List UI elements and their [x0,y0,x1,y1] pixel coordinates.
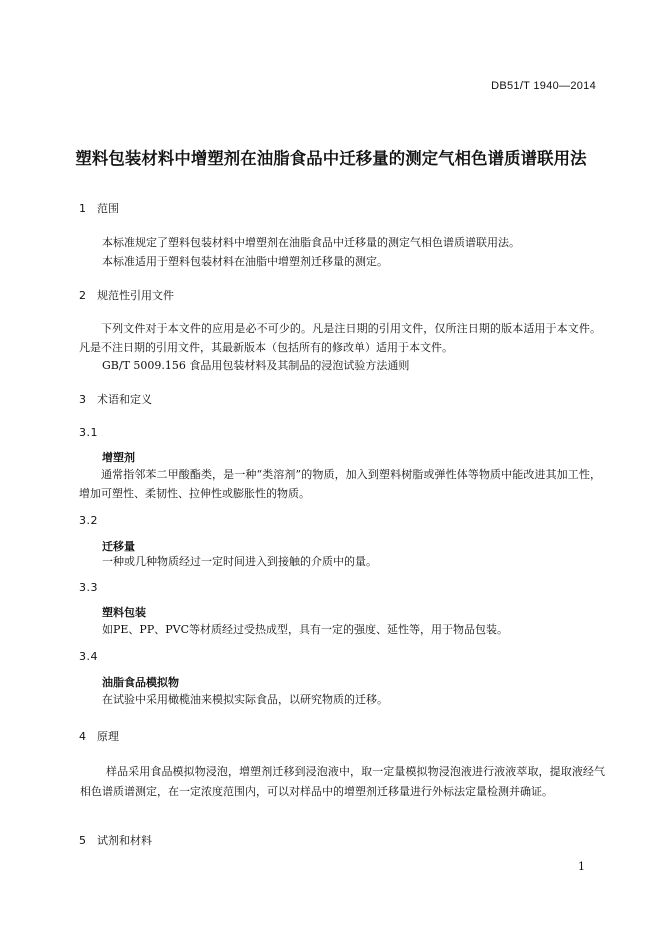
scope-line-2: 本标准适用于塑料包装材料在油脂中增塑剂迁移量的测定。 [102,255,388,268]
section-title: 术语和定义 [97,393,152,406]
section-number: 2 [79,289,86,302]
section-number: 5 [79,834,86,847]
section-number: 4 [79,730,86,743]
term-name: 增塑剂 [102,451,135,464]
scope-line-1: 本标准规定了塑料包装材料中增塑剂在油脂食品中迁移量的测定气相色谱质谱联用法。 [102,236,520,249]
term-number: 3.1 [79,426,98,439]
term-number: 3.3 [79,581,98,594]
section-title: 范围 [97,202,119,215]
term-definition: 一种或几种物质经过一定时间进入到接触的介质中的量。 [102,555,377,568]
term-name: 油脂食品模拟物 [102,676,179,689]
document-title: 塑料包装材料中增塑剂在油脂食品中迁移量的测定气相色谱质谱联用法 [75,149,587,168]
page-number: 1 [578,860,585,873]
section-5-heading [79,832,152,848]
standard-code: DB51/T 1940—2014 [491,80,596,92]
section-title: 原理 [97,730,119,743]
term-name: 塑料包装 [102,606,146,619]
section-title: 试剂和材料 [97,834,152,847]
principle-paragraph: 样品采用食品模拟物浸泡，增塑剂迁移到浸泡液中，取一定量模拟物浸泡液进行液液萃取，提取液经气相色谱质谱测定，在一定浓度范围内，可以对样品中的增塑剂迁移量进行外标法定量检测并确证。 [80,765,605,798]
section-title: 规范性引用文件 [97,289,174,302]
section-3-heading [79,391,152,407]
section-4-heading [79,728,119,744]
term-number: 3.4 [79,650,98,663]
normative-references-paragraph: 下列文件对于本文件的应用是必不可少的。凡是注日期的引用文件，仅所注日期的版本适用于本文件。凡是不注日期的引用文件，其最新版本（包括所有的修改单）适用于本文件。 [79,322,601,354]
term-definition: 通常指邻苯二甲酸酯类，是一种“类溶剂”的物质，加入到塑料树脂或弹性体等物质中能改进其加工性，增加可塑性、柔韧性、拉伸性或膨胀性的物质。 [79,468,601,500]
term-definition: 如PE、PP、PVC等材质经过受热成型，具有一定的强度、延性等，用于物品包装。 [102,623,508,636]
term-name: 迁移量 [102,540,135,553]
section-number: 3 [79,393,86,406]
term-number: 3.2 [79,514,98,527]
section-1-heading [79,200,119,216]
normative-reference-item: GB/T 5009.156 食品用包装材料及其制品的浸泡试验方法通则 [102,359,410,372]
section-number: 1 [79,202,86,215]
section-2-heading [79,287,174,303]
term-definition: 在试验中采用橄榄油来模拟实际食品，以研究物质的迁移。 [102,693,388,706]
